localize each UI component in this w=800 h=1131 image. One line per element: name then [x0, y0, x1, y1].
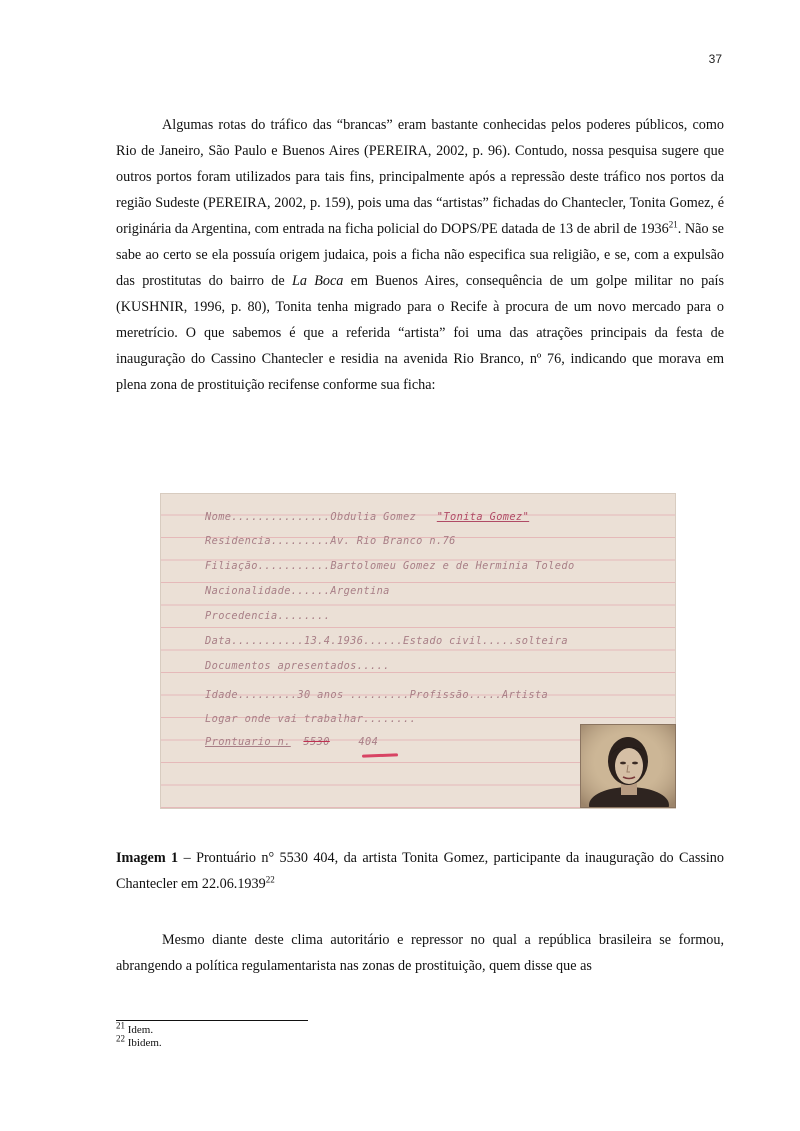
- police-record-card: [160, 493, 676, 809]
- paragraph-1-text-a: Algumas rotas do tráfico das “brancas” eram bastante conhecidas pelos poderes públicos, como Rio de Janeiro, São Paulo e Buenos Aires (PEREIRA, 2002, p. 96). Contudo, nossa pesquisa sugere que outros portos foram utilizados para tais fins, principalmente após a repressão deste tráfico nos portos da região Sudeste (PEREIRA, 2002, p. 159), pois uma das “artistas” fichadas do Chantecler, Tonita Gomez, é originária da Argentina, com entrada na ficha policial do DOPS/PE datada de 13 de abril de 1936: [116, 117, 724, 237]
- footnote-text-21: Idem.: [125, 1024, 154, 1036]
- footnote-separator: [116, 1020, 308, 1021]
- card-prontuario-old: 5530: [303, 736, 330, 748]
- caption-text: – Prontuário n° 5530 404, da artista Tonita Gomez, participante da inauguração do Cassino Chantecler em 22.06.1939: [116, 850, 724, 892]
- card-nome-handwritten: "Tonita Gomez": [436, 511, 530, 523]
- card-prontuario-new: 404: [358, 736, 379, 748]
- card-row-nome: [205, 511, 529, 523]
- portrait-image: [581, 725, 675, 807]
- card-nome: Nome...............Obdulia Gomez: [205, 511, 417, 523]
- portrait-photo: [580, 724, 676, 808]
- footnote-num-22: 22: [116, 1033, 125, 1044]
- footnote-ref-21[interactable]: 21: [668, 219, 678, 230]
- card-documentos: Documentos apresentados.....: [205, 660, 390, 672]
- footnote-num-21: 21: [116, 1020, 125, 1031]
- caption-label: Imagem 1: [116, 850, 179, 866]
- footnote-text-22: Ibidem.: [125, 1037, 162, 1049]
- card-data: Data...........13.4.1936......Estado civil.....solteira: [205, 635, 568, 647]
- card-filiacao: Filiação...........Bartolomeu Gomez e de Herminia Toledo: [205, 560, 575, 572]
- footnote-ref-22[interactable]: 22: [265, 874, 275, 885]
- paragraph-2-text: Mesmo diante deste clima autoritário e repressor no qual a república brasileira se formou, abrangendo a política regulamentarista nas zonas de prostituição, quem disse que as: [116, 932, 724, 974]
- footnote-22: [116, 1033, 162, 1050]
- body-paragraph-1: [116, 112, 724, 398]
- paragraph-1-text-b: . Não se sabe ao certo se ela possuía origem judaica, pois a ficha não especifica sua religião, e se, com a expulsão das prostitutas do bairro de: [116, 221, 724, 289]
- page-number: 37: [708, 52, 722, 66]
- card-logar: Logar onde vai trabalhar........: [205, 713, 417, 725]
- figure-caption: [116, 845, 724, 897]
- la-boca-italic: La Boca: [291, 273, 344, 289]
- card-nacionalidade: Nacionalidade......Argentina: [205, 585, 390, 597]
- card-prontuario: [205, 736, 378, 748]
- body-paragraph-2: [116, 927, 724, 979]
- card-residencia: Residencia.........Av. Rio Branco n.76: [205, 535, 456, 547]
- red-pencil-mark: [362, 753, 398, 757]
- card-prontuario-label: Prontuario n.: [205, 736, 291, 748]
- paragraph-1-text-c: em Buenos Aires, consequência de um golpe militar no país (KUSHNIR, 1996, p. 80), Tonita tenha migrado para o Recife à procura de um novo mercado para o meretrício. O que sabemos é que a referida “artista” foi uma das atrações principais da festa de inauguração do Cassino Chantecler e residia na avenida Rio Branco, nº 76, indicando que morava em plena zona de prostituição recifense conforme sua ficha:: [116, 273, 724, 393]
- card-procedencia: Procedencia........: [205, 610, 331, 622]
- card-idade: Idade.........30 anos .........Profissão.....Artista: [205, 689, 549, 701]
- footnotes: [116, 1020, 162, 1050]
